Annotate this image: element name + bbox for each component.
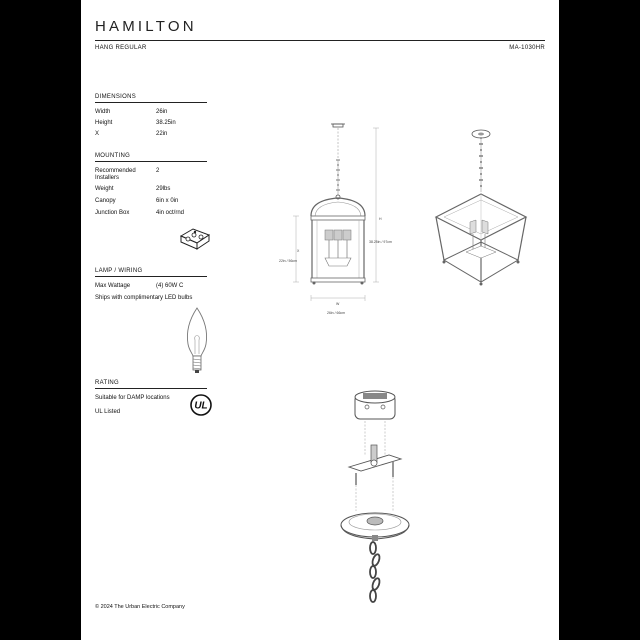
ul-mark-text: UL — [194, 400, 208, 412]
row-label: Recommended Installers — [95, 168, 136, 181]
row-value: 4in oct/rnd — [156, 210, 185, 216]
product-variant: HANG REGULAR — [95, 45, 147, 51]
row-value: 29lbs — [156, 186, 171, 192]
lantern-front-elevation — [261, 120, 411, 320]
mounting-hardware-exploded-view — [311, 385, 421, 610]
row-value: 38.25in — [156, 120, 176, 126]
x-letter: X — [297, 249, 300, 253]
mounting-divider — [95, 161, 207, 162]
junction-box-icon — [177, 226, 213, 252]
ul-listed-icon — [190, 394, 212, 416]
candle-bulb-icon — [183, 306, 211, 376]
row-label: Weight — [95, 186, 114, 192]
mounting-heading: MOUNTING — [95, 153, 131, 159]
row-value: 2 — [156, 168, 160, 174]
row-label: Junction Box — [95, 210, 130, 216]
row-label: Canopy — [95, 198, 116, 204]
row-label: Height — [95, 120, 113, 126]
row-label: Max Wattage — [95, 283, 131, 289]
lamp-divider — [95, 276, 207, 277]
brand-title: HAMILTON — [95, 18, 197, 35]
rating-ul: UL Listed — [95, 409, 121, 415]
row-value: 22in — [156, 131, 168, 137]
row-value: 6in x 0in — [156, 198, 179, 204]
rating-heading: RATING — [95, 380, 120, 386]
lantern-isometric-view — [426, 122, 536, 292]
rating-damp: Suitable for DAMP locations — [95, 395, 170, 401]
lamp-heading: LAMP / WIRING — [95, 268, 143, 274]
spec-sheet — [81, 0, 559, 640]
dimensions-divider — [95, 102, 207, 103]
width-letter: W — [336, 302, 340, 306]
x-dimension: 22in / 56cm — [279, 259, 298, 263]
width-dimension: 26in / 66cm — [327, 311, 346, 315]
dimensions-heading: DIMENSIONS — [95, 94, 137, 100]
rating-divider — [95, 388, 207, 389]
row-value: 26in — [156, 109, 168, 115]
row-value: (4) 60W C — [156, 283, 184, 289]
product-sku: MA-1030HR — [509, 45, 545, 51]
header-divider — [95, 40, 545, 41]
lamp-note: Ships with complimentary LED bulbs — [95, 295, 193, 301]
copyright-footer: © 2024 The Urban Electric Company — [95, 604, 185, 610]
height-letter: H — [379, 217, 382, 221]
row-label: Width — [95, 109, 111, 115]
row-label: X — [95, 131, 100, 137]
height-dimension: 38.25in / 97cm — [369, 240, 392, 244]
